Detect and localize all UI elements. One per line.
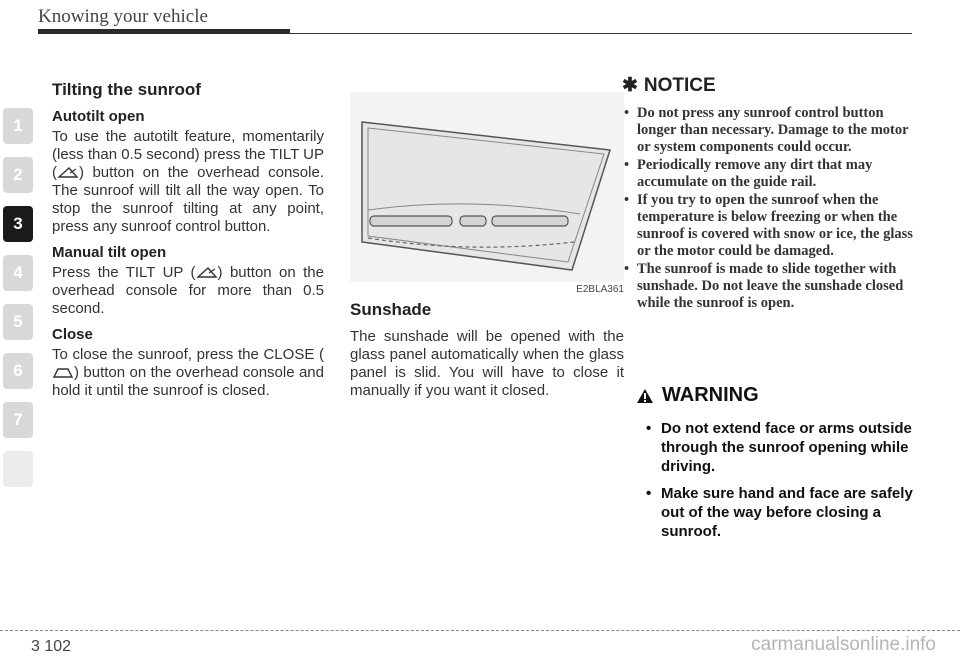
page-number: 3 102 (31, 638, 72, 655)
close-text: To close the sunroof, press the CLOSE () button on the overhead console and hold it until the sunroof is closed. (52, 346, 324, 399)
autotilt-text: To use the autotilt feature, momentarily (less than 0.5 second) press the TILT UP ( ) button on the overhead console. The sunroof will tilt all the way open. To stop the sunroof tilting at any point, press any sunroof control button. (52, 128, 324, 235)
notice-item: • Do not press any sunroof control button longer than necessary. Damage to the motor or system components could occur. (624, 105, 909, 155)
autotilt-title: Autotilt open (52, 108, 145, 125)
chapter-tab-5[interactable]: 5 (3, 304, 33, 340)
notice-item: • Periodically remove any dirt that may accumulate on the guide rail. (624, 157, 873, 190)
chapter-tab-2[interactable]: 2 (3, 157, 33, 193)
manual-tilt-title: Manual tilt open (52, 244, 167, 261)
header-rule-thick (38, 29, 290, 34)
warning-item: • Do not extend face or arms outside through the sunroof opening while driving. (646, 420, 912, 475)
figure-id: E2BLA361 (576, 284, 624, 295)
sunshade-title: Sunshade (350, 300, 432, 319)
notice-section (622, 74, 914, 313)
tilting-section (52, 80, 324, 400)
chapter-tab-1[interactable]: 1 (3, 108, 33, 144)
chapter-tab-4[interactable]: 4 (3, 255, 33, 291)
warning-triangle-icon (636, 388, 654, 404)
notice-list (622, 105, 914, 312)
chapter-tab-3-active[interactable]: 3 (3, 206, 33, 242)
chapter-tab-blank (3, 451, 33, 487)
notice-title: ✱ NOTICE (622, 74, 716, 96)
asterisk-icon: ✱ (622, 75, 638, 96)
close-roof-icon (52, 366, 74, 378)
chapter-tabs (0, 108, 38, 500)
sunshade-text: The sunshade will be opened with the glass panel automatically when the glass panel is slid. You will have to close it manually if you want it closed. (350, 328, 624, 399)
close-title: Close (52, 326, 93, 343)
manual-tilt-text: Press the TILT UP ( ) button on the overhead console for more than 0.5 second. (52, 264, 324, 317)
tilt-up-icon (196, 266, 218, 278)
warning-list (626, 419, 918, 541)
tilting-title: Tilting the sunroof (52, 80, 201, 99)
watermark: carmanualsonline.info (751, 634, 936, 655)
tilt-up-icon (57, 166, 79, 178)
chapter-tab-6[interactable]: 6 (3, 353, 33, 389)
chapter-tab-7[interactable]: 7 (3, 402, 33, 438)
notice-item: • The sunroof is made to slide together with sunshade. Do not leave the sunshade closed while the sunroof is open. (624, 261, 904, 311)
warning-title: WARNING (636, 384, 918, 407)
warning-item: • Make sure hand and face are safely out of the way before closing a sunroof. (646, 485, 913, 540)
sunshade-figure-column (350, 92, 630, 282)
footer-rule (0, 630, 960, 631)
overhead-console-illustration (350, 92, 624, 282)
header-rule-thin (290, 33, 912, 34)
overhead-console-drawing (350, 92, 624, 282)
notice-item: • If you try to open the sunroof when the temperature is below freezing or when the sunroof is covered with snow or ice, the glass or the motor could be damaged. (624, 192, 913, 259)
warning-section (626, 384, 918, 549)
section-header-title: Knowing your vehicle (38, 6, 208, 27)
